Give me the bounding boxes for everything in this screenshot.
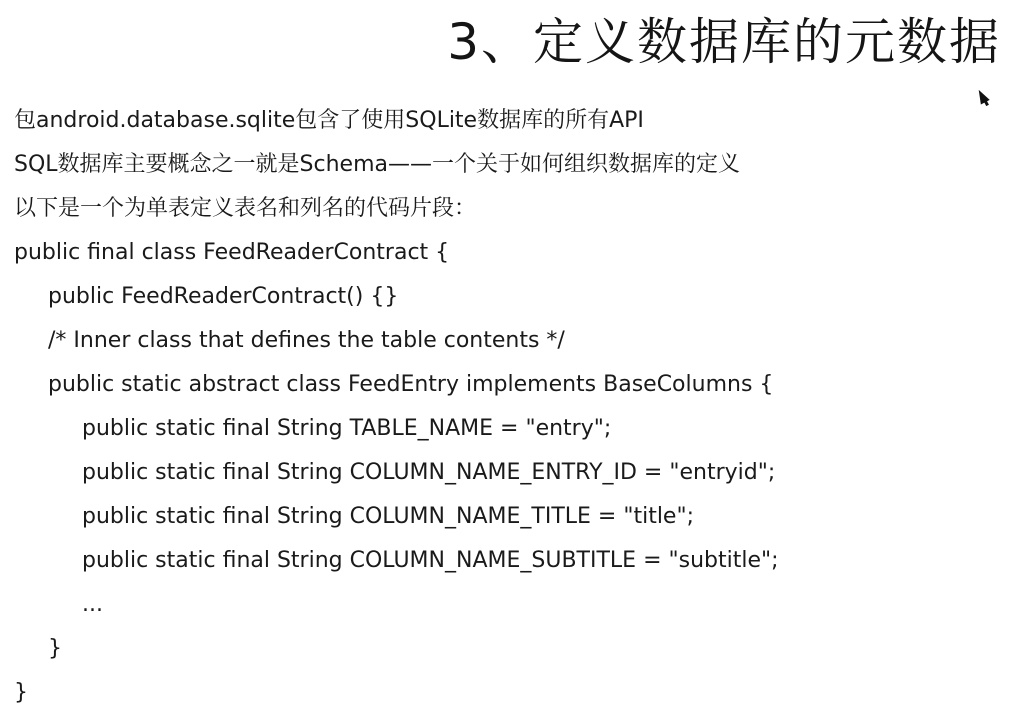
text-line-package: 包android.database.sqlite包含了使用SQLite数据库的所有API [14, 108, 644, 133]
code-line-table-name: public static final String TABLE_NAME = "entry"; [82, 416, 612, 441]
code-line-outer-close-brace: } [14, 680, 28, 705]
code-line-title: public static final String COLUMN_NAME_TITLE = "title"; [82, 504, 694, 529]
code-line-subtitle: public static final String COLUMN_NAME_SUBTITLE = "subtitle"; [82, 548, 779, 573]
code-line-inner-class: public static abstract class FeedEntry implements BaseColumns { [48, 372, 774, 397]
code-line-ellipsis: ... [82, 592, 103, 617]
code-line-constructor: public FeedReaderContract() {} [48, 284, 399, 309]
code-line-class-declaration: public final class FeedReaderContract { [14, 240, 450, 265]
mouse-pointer-icon [974, 87, 989, 104]
text-line-snippet-intro: 以下是一个为单表定义表名和列名的代码片段： [14, 196, 477, 221]
slide-title: 3、定义数据库的元数据 [447, 13, 1001, 71]
code-line-inner-close-brace: } [48, 636, 62, 661]
code-line-entry-id: public static final String COLUMN_NAME_ENTRY_ID = "entryid"; [82, 460, 776, 485]
text-line-schema: SQL数据库主要概念之一就是Schema——一个关于如何组织数据库的定义 [14, 152, 740, 177]
code-line-comment: /* Inner class that defines the table contents */ [48, 328, 565, 353]
